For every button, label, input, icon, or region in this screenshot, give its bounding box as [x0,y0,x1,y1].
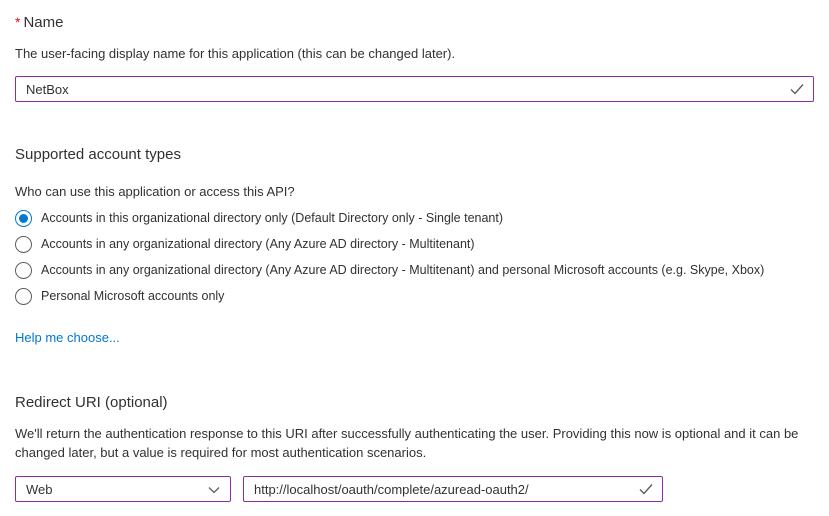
name-description: The user-facing display name for this application (this can be changed later). [15,46,456,61]
name-input-wrap [15,76,814,102]
help-me-choose-link[interactable]: Help me choose... [15,330,120,345]
platform-select-dropdown[interactable] [15,476,231,502]
radio-option-single-tenant[interactable] [15,205,814,231]
radio-option-multitenant[interactable] [15,231,814,257]
platform-select-value: Web [26,481,53,497]
name-label: Name [23,14,64,31]
radio-icon [15,236,32,253]
radio-icon [15,262,32,279]
radio-option-label: Accounts in any organizational directory (Any Azure AD directory - Multitenant) [41,237,475,251]
redirect-uri-input-wrap [243,476,663,502]
account-type-radio-group [15,205,814,309]
radio-icon [15,210,32,227]
radio-icon [15,288,32,305]
chevron-down-icon [207,483,221,497]
redirect-uri-controls [15,476,814,502]
required-asterisk: * [15,14,21,30]
radio-option-multitenant-personal[interactable] [15,257,814,283]
radio-option-label: Personal Microsoft accounts only [41,289,225,303]
name-input[interactable] [15,76,814,102]
radio-option-label: Accounts in this organizational directory only (Default Directory only - Single tenant) [41,211,504,225]
redirect-uri-input[interactable] [243,476,663,502]
name-section-title [15,12,814,33]
account-types-title: Supported account types [15,146,181,163]
account-types-question: Who can use this application or access this API? [15,184,295,199]
radio-option-personal-only[interactable] [15,283,814,309]
redirect-uri-description: We'll return the authentication response to this URI after successfully authenticating the user. Providing this now is optional and it can be changed later, but a value is required for most authentication scenarios. [15,426,799,460]
redirect-uri-title: Redirect URI (optional) [15,394,168,411]
radio-option-label: Accounts in any organizational directory (Any Azure AD directory - Multitenant) and personal Microsoft accounts (e.g. Skype, Xbox) [41,263,765,277]
